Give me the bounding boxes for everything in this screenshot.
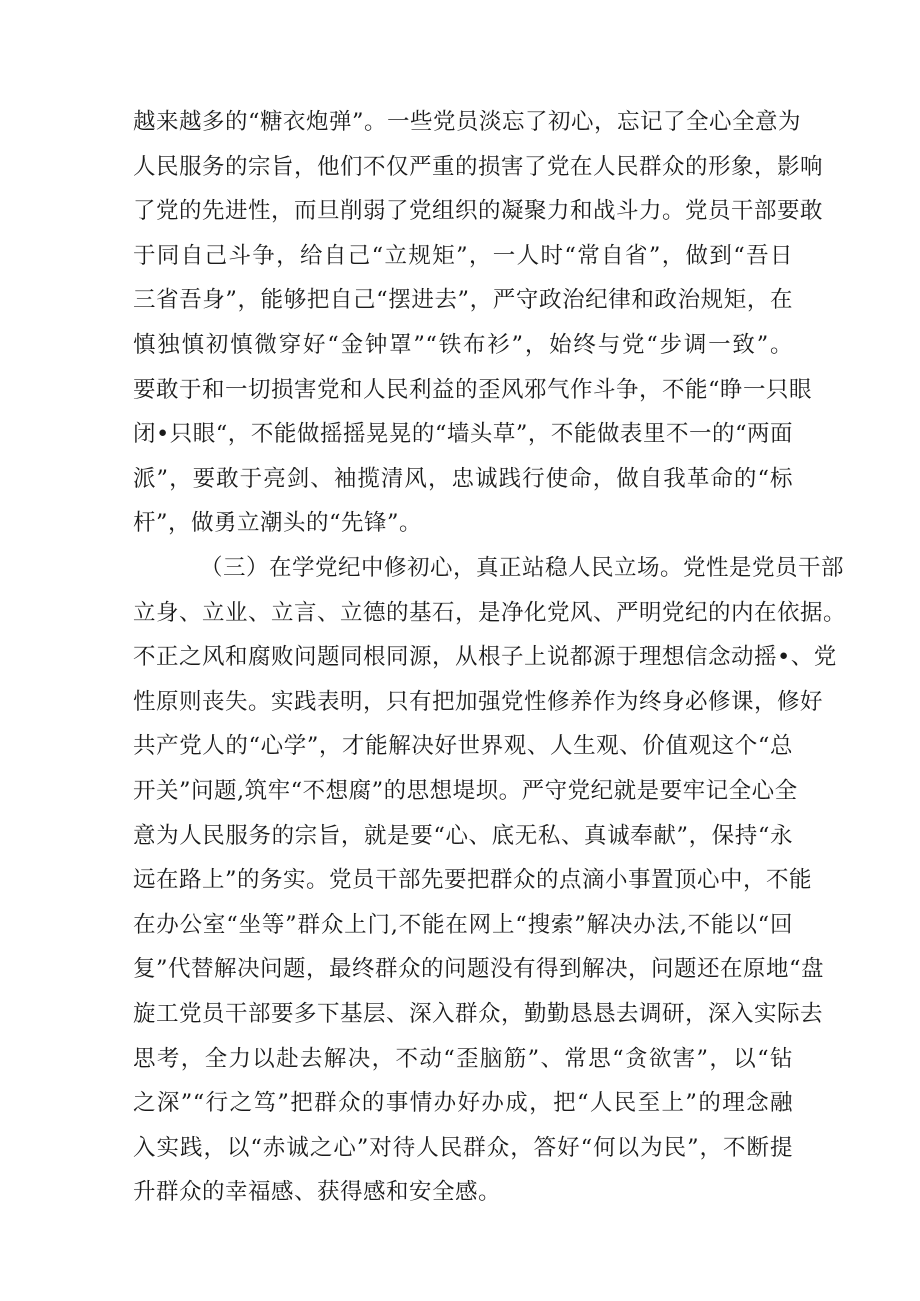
text-line: 旋工党员干部要多下基层、深入群众，勤勤恳恳去调研，深入实际去 xyxy=(133,1000,824,1027)
text-line: 思考，全力以赴去解决，不动“歪脑筋”、常思“贪欲害”，以“钻 xyxy=(133,1045,793,1072)
text-line: 意为人民服务的宗旨，就是要“心、底无私、真诚奉献”，保持“永 xyxy=(133,822,793,849)
text-line: 立身、立业、立言、立德的基石，是净化党风、严明党纪的内在依据。 xyxy=(133,599,847,626)
text-line: 人民服务的宗旨，他们不仅严重的损害了党在人民群众的形象，影响 xyxy=(133,153,824,180)
text-line: 入实践，以“赤诚之心”对待人民群众，答好“何以为民”，不断提 xyxy=(133,1134,793,1161)
text-line: 派”，要敢于亮剑、袖揽清风，忠诚践行使命，做自我革命的“标 xyxy=(133,465,793,492)
text-line: 不正之风和腐败问题同根同源，从根子上说都源于理想信念动摇•、党 xyxy=(133,644,837,671)
text-line: 在办公室“坐等”群众上门,不能在网上“搜索”解决办法,不能以“回 xyxy=(133,911,793,938)
text-line: 闭•只眼“，不能做摇摇晃晃的“墙头草”，不能做表里不一的“两面 xyxy=(133,421,793,448)
text-line: 性原则丧失。实践表明，只有把加强党性修养作为终身必修课，修好 xyxy=(133,688,824,715)
text-line: 共产党人的“心学”，才能解决好世界观、人生观、价值观这个“总 xyxy=(133,733,793,760)
text-line: 越来越多的“糖衣炮弹”。一些党员淡忘了初心，忘记了全心全意为 xyxy=(133,109,802,135)
text-line: 升群众的幸福感、获得感和安全感。 xyxy=(133,1179,502,1206)
paragraph-1 xyxy=(133,100,824,546)
text-line: 慎独慎初慎微穿好“金钟罩”“铁布衫”，始终与党“步调一致”。 xyxy=(133,331,793,358)
text-line: 之深”“行之笃”把群众的事情办好办成，把“人民至上”的理念融 xyxy=(133,1090,793,1117)
text-line: 杆”，做勇立潮头的“先锋”。 xyxy=(133,510,423,537)
text-line: 开关”问题,筑牢“不想腐”的思想堤坝。严守党纪就是要牢记全心全 xyxy=(133,777,798,804)
text-line: 远在路上”的务实。党员干部先要把群众的点滴小事置顶心中，不能 xyxy=(133,867,813,894)
text-line: 复”代替解决问题，最终群众的问题没有得到解决，问题还在原地“盘 xyxy=(133,956,825,983)
paragraph-2 xyxy=(133,546,847,1215)
text-line: 了党的先进性，而旦削弱了党组织的凝聚力和战斗力。党员干部要敢 xyxy=(133,198,824,225)
section-heading-line: （三）在学党纪中修初心，真正站稳人民立场。党性是党员干部 xyxy=(200,555,845,581)
text-line: 三省吾身”，能够把自己“摆进去”，严守政治纪律和政治规矩，在 xyxy=(133,287,793,314)
text-line: 要敢于和一切损害党和人民利益的歪风邪气作斗争，不能“睁一只眼 xyxy=(133,376,813,403)
text-line: 于同自己斗争，给自己“立规矩”，一人时“常自省”，做到“吾日 xyxy=(133,242,793,269)
